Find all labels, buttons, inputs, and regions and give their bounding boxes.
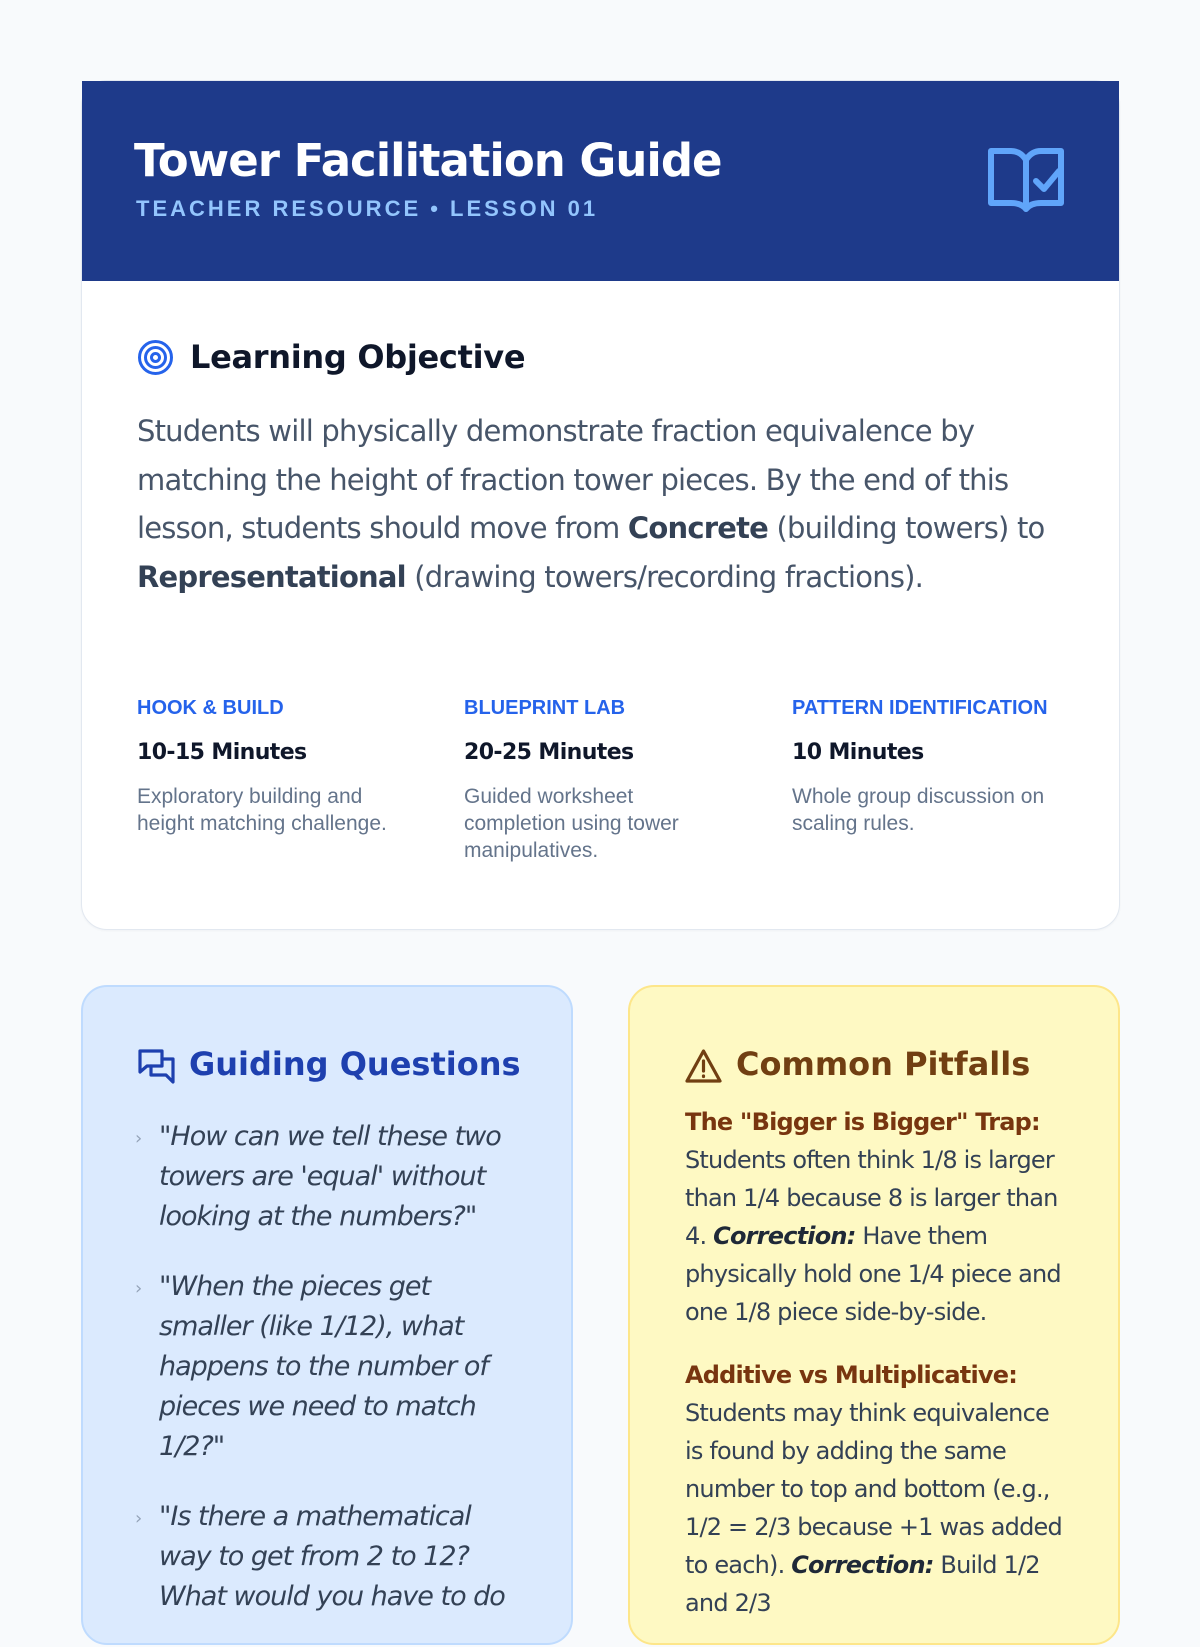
correction-label: Correction: [791, 1551, 934, 1579]
pitfall-heading: Additive vs Multiplicative: [685, 1361, 1017, 1389]
pitfall-description: Students often think 1/8 is larger than 1/4 because 8 is larger than 4. [685, 1146, 1058, 1250]
common-pitfalls-title: Common Pitfalls [736, 1045, 1031, 1083]
guiding-questions-card [81, 985, 573, 1645]
learning-objective-title: Learning Objective [190, 338, 526, 376]
page-title: Tower Facilitation Guide [134, 134, 722, 187]
phase-pattern-identification [792, 695, 1077, 837]
question-text: "How can we tell these two towers are 'equal' without looking at the numbers?" [159, 1121, 501, 1232]
book-check-icon [987, 145, 1065, 217]
phase-description: Exploratory building and height matching challenge. [137, 785, 387, 835]
phase-blueprint-lab [464, 695, 749, 864]
phase-hook-build [137, 695, 422, 837]
guide-header [82, 81, 1119, 281]
phase-duration: 10-15 Minutes [137, 740, 307, 765]
phase-description: Guided worksheet completion using tower manipulatives. [464, 785, 679, 862]
concrete-term: Concrete [627, 511, 769, 545]
correction-text: Build 1/2 and 2/3 [685, 1551, 1040, 1617]
question-item [135, 1497, 525, 1617]
question-text: "When the pieces get smaller (like 1/12), what happens to the number of pieces we need to match 1/2?" [159, 1271, 488, 1462]
chevron-right-icon: › [135, 1128, 142, 1149]
chat-bubbles-icon [137, 1048, 176, 1086]
guiding-questions-list [135, 1117, 525, 1647]
chevron-right-icon: › [135, 1508, 142, 1529]
pitfall-item [685, 1356, 1070, 1622]
correction-label: Correction: [713, 1222, 856, 1250]
pitfall-item [685, 1103, 1070, 1331]
objective-middle-text: (building towers) to [768, 511, 1045, 545]
phase-label: HOOK & BUILD [137, 697, 284, 719]
correction-text: Have them physically hold one 1/4 piece and one 1/8 piece side-by-side. [685, 1222, 1061, 1326]
learning-objective-text [137, 407, 1067, 601]
common-pitfalls-card [628, 985, 1120, 1645]
objective-ending-text: (drawing towers/recording fractions). [405, 559, 924, 594]
phase-duration: 20-25 Minutes [464, 740, 634, 765]
target-icon [137, 339, 174, 376]
objective-intro-text: Students will physically demonstrate fraction equivalence by matching the height of fraction tower pieces. By the end of this lesson, students should move from [137, 414, 1009, 545]
question-text: "Is there a mathematical way to get from 2 to 12? What would you have to do [159, 1501, 505, 1612]
phase-label: BLUEPRINT LAB [464, 697, 626, 719]
lesson-overview-card [81, 80, 1120, 930]
guiding-questions-title: Guiding Questions [189, 1045, 521, 1083]
question-item [135, 1267, 525, 1467]
pitfall-description: Students may think equivalence is found by adding the same number to top and bottom (e.g., 1/2 = 2/3 because +1 was added to each). [685, 1399, 1062, 1579]
lesson-subtitle: TEACHER RESOURCE • LESSON 01 [136, 196, 599, 221]
phase-description: Whole group discussion on scaling rules. [792, 785, 1045, 835]
chevron-right-icon: › [135, 1278, 142, 1299]
question-item [135, 1117, 525, 1237]
representational-term: Representational [137, 559, 406, 594]
warning-triangle-icon [684, 1048, 723, 1085]
pitfall-heading: The "Bigger is Bigger" Trap: [685, 1108, 1040, 1136]
phase-duration: 10 Minutes [792, 740, 924, 765]
phase-label: PATTERN IDENTIFICATION [792, 697, 1048, 719]
